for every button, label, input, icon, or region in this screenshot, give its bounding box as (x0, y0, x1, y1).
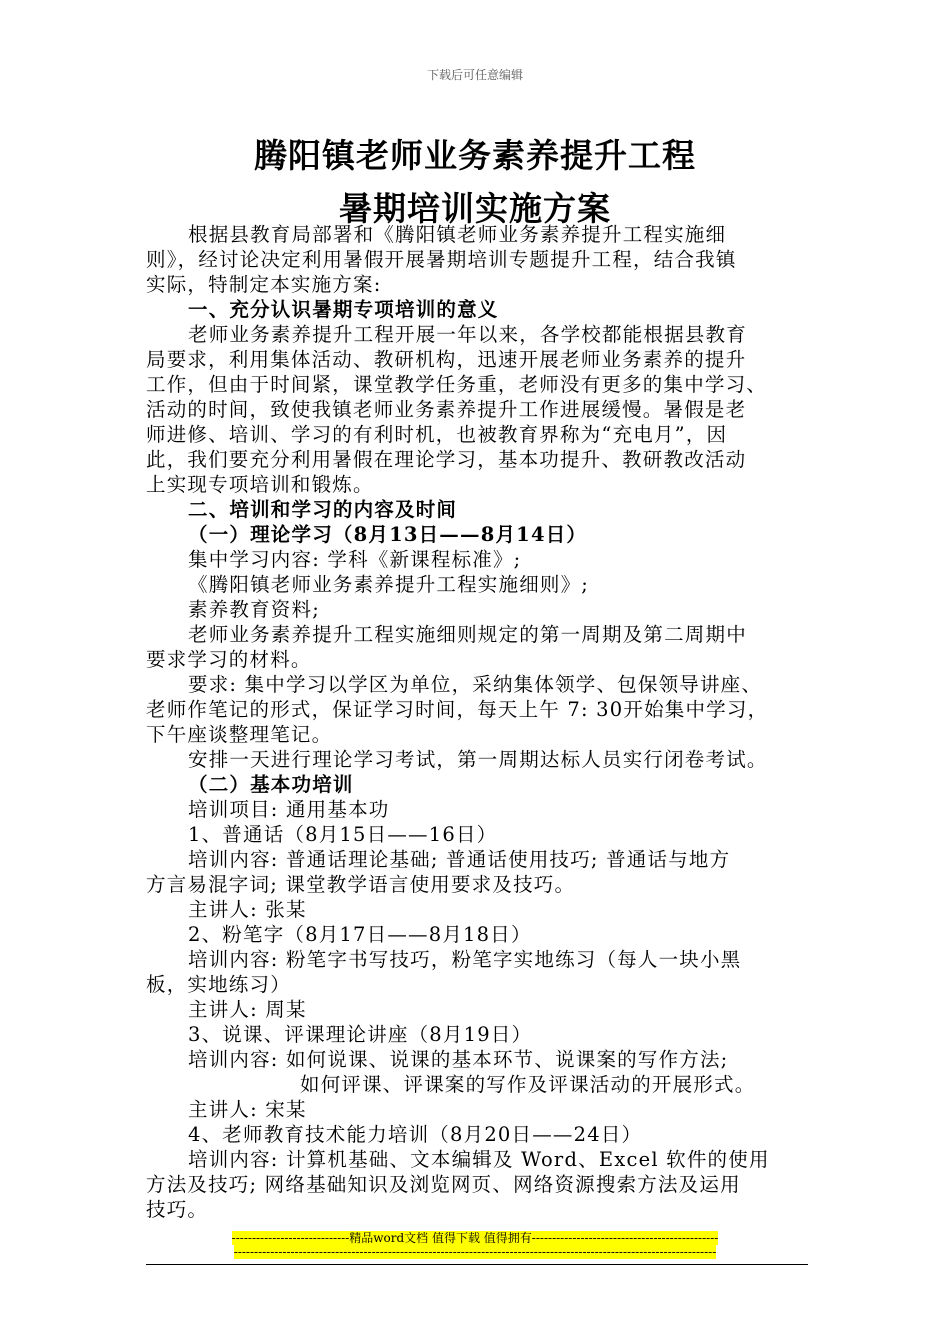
body-line: 集中学习内容: 学科《新课程标准》; (188, 548, 522, 571)
body-line: 师进修、培训、学习的有利时机，也被教育界称为“充电月”，因 (146, 423, 728, 446)
body-line: 工作，但由于时间紧，课堂教学任务重，老师没有更多的集中学习、 (146, 373, 768, 396)
section-heading: 二、培训和学习的内容及时间 (188, 498, 458, 521)
document-title-line-2: 暑期培训实施方案 (339, 189, 611, 228)
body-line: 上实现专项培训和锻炼。 (146, 473, 374, 496)
body-line: 培训内容: 粉笔字书写技巧，粉笔字实地练习（每人一块小黑 (188, 948, 742, 971)
section-heading: 一、充分认识暑期专项培训的意义 (188, 298, 499, 321)
document-body (146, 222, 808, 1222)
body-line: 方法及技巧; 网络基础知识及浏览网页、网络资源搜索方法及运用 (146, 1173, 741, 1196)
body-line: 1、普通话（8月15日——16日） (188, 823, 498, 846)
body-line: 主讲人: 张某 (188, 898, 307, 921)
body-line: 主讲人: 宋某 (188, 1098, 307, 1121)
body-line: 培训项目: 通用基本功 (188, 798, 390, 821)
body-line: 局要求，利用集体活动、教研机构，迅速开展老师业务素养的提升 (146, 348, 747, 371)
header-note: 下载后可任意编辑 (426, 68, 523, 82)
body-line: 培训内容: 如何说课、说课的基本环节、说课案的写作方法; (188, 1048, 729, 1071)
body-line: 技巧。 (146, 1198, 209, 1221)
body-line: 活动的时间，致使我镇老师业务素养提升工作进展缓慢。暑假是老 (146, 398, 747, 421)
body-line: 根据县教育局部署和《腾阳镇老师业务素养提升工程实施细 (188, 223, 727, 246)
body-line: 主讲人: 周某 (188, 998, 307, 1021)
section-heading: （一）理论学习（8月13日——8月14日） (188, 523, 588, 546)
body-line: 3、说课、评课理论讲座（8月19日） (188, 1023, 533, 1046)
body-line: 培训内容: 计算机基础、文本编辑及 Word、Excel 软件的使用 (188, 1148, 770, 1171)
section-heading: （二）基本功培训 (188, 773, 354, 796)
body-line: 老师业务素养提升工程开展一年以来，各学校都能根据县教育 (188, 323, 747, 346)
body-line: 方言易混字词; 课堂教学语言使用要求及技巧。 (146, 873, 576, 896)
body-line: 老师作笔记的形式，保证学习时间，每天上午 7: 30开始集中学习， (146, 698, 769, 721)
body-line: 如何评课、评课案的写作及评课活动的开展形式。 (300, 1073, 756, 1096)
body-line: 则》，经讨论决定利用暑假开展暑期培训专题提升工程，结合我镇 (146, 248, 737, 271)
footer-rule (146, 1264, 808, 1265)
body-line: 实际，特制定本实施方案: (146, 273, 382, 296)
footer-dash-text: ----------------------------------------------------------------------------------------------------------------------- (233, 1245, 717, 1259)
footer-banner-text: -----------------------------精品word文档 值得下载 值得拥有---------------------------------------------- (231, 1231, 719, 1245)
body-line: 板，实地练习） (146, 973, 291, 996)
body-line: 要求学习的材料。 (146, 648, 312, 671)
body-line: 安排一天进行理论学习考试，第一周期达标人员实行闭卷考试。 (188, 748, 768, 771)
body-line: 下午座谈整理笔记。 (146, 723, 333, 746)
body-line: 老师业务素养提升工程实施细则规定的第一周期及第二周期中 (188, 623, 747, 646)
body-line: 2、粉笔字（8月17日——8月18日） (188, 923, 532, 946)
body-line: 培训内容: 普通话理论基础; 普通话使用技巧; 普通话与地方 (188, 848, 731, 871)
footer-dash-line (0, 1245, 950, 1259)
footer-banner (0, 1229, 950, 1246)
body-line: 此，我们要充分利用暑假在理论学习，基本功提升、教研教改活动 (146, 448, 747, 471)
body-line: 4、老师教育技术能力培训（8月20日——24日） (188, 1123, 643, 1146)
document-title-line-1: 腾阳镇老师业务素养提升工程 (254, 136, 696, 175)
body-line: 素养教育资料; (188, 598, 320, 621)
body-line: 要求: 集中学习以学区为单位，采纳集体领学、包保领导讲座、 (188, 673, 763, 696)
body-line: 《腾阳镇老师业务素养提升工程实施细则》; (188, 573, 590, 596)
